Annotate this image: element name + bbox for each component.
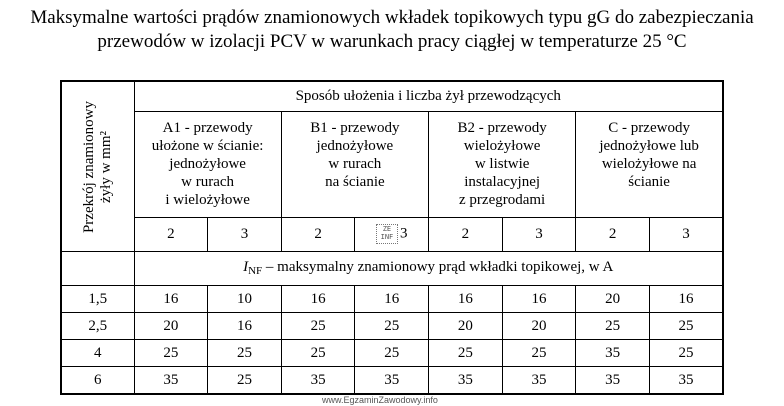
footer-watermark: www.EgzaminZawodowy.info: [322, 395, 438, 405]
fuse-rating-table: [60, 80, 724, 395]
table-cell: 35: [134, 367, 208, 394]
table-cell: 16: [502, 286, 576, 313]
table-cell: 16: [208, 313, 282, 340]
group-c: C - przewody jednożyłowe lub wielożyłowe na ścianie: [576, 111, 723, 217]
installation-method-header: Sposób ułożenia i liczba żył przewodzących: [134, 81, 723, 111]
table-cell: 20: [576, 286, 650, 313]
table-cell: 35: [576, 340, 650, 367]
inf-row-empty-cell: [61, 252, 134, 286]
table-cell: 25: [649, 340, 723, 367]
group-b1: B1 - przewody jednożyłowe w rurach na ścianie: [281, 111, 428, 217]
row-section: 2,5: [61, 313, 134, 340]
title-line-2: przewodów w izolacji PCV w warunkach pracy ciągłej w temperaturze 25 °C: [97, 31, 687, 52]
table-cell: 25: [281, 340, 355, 367]
subcol-b1-3: 3: [399, 225, 408, 242]
table-cell: 25: [649, 313, 723, 340]
group-a1: A1 - przewody ułożone w ścianie: jednożyłowe w rurach i wielożyłowe: [134, 111, 281, 217]
table-row: [61, 313, 723, 340]
table-cell: 20: [429, 313, 503, 340]
section-label: Przekrój znamionowy żyły w mm²: [80, 100, 114, 233]
inf-symbol: I: [243, 258, 249, 275]
table-cell: 35: [429, 367, 503, 394]
table-cell: 25: [355, 340, 429, 367]
table-cell: 25: [208, 340, 282, 367]
table-cell: 10: [208, 286, 282, 313]
subcol-b2-3: 3: [502, 217, 576, 251]
subcol-c-2: 2: [576, 217, 650, 251]
table-cell: 35: [281, 367, 355, 394]
subcol-b2-2: 2: [429, 217, 503, 251]
table-cell: 25: [576, 313, 650, 340]
table-row: [61, 367, 723, 394]
inf-text: – maksymalny znamionowy prąd wkładki topikowej, w A: [262, 258, 614, 275]
table-row: [61, 340, 723, 367]
section-header-cell: [61, 81, 134, 252]
inf-description: [134, 252, 723, 286]
table-cell: 25: [134, 340, 208, 367]
table-cell: 35: [576, 367, 650, 394]
table-cell: 25: [502, 340, 576, 367]
table-cell: 35: [649, 367, 723, 394]
subcol-a1-3: 3: [208, 217, 282, 251]
table-cell: 20: [502, 313, 576, 340]
table-cell: 35: [502, 367, 576, 394]
table-cell: 16: [355, 286, 429, 313]
table-cell: 16: [429, 286, 503, 313]
group-b2: B2 - przewody wielożyłowe w listwie instalacyjnej z przegrodami: [429, 111, 576, 217]
table-cell: 20: [134, 313, 208, 340]
watermark-icon: ZE INF: [376, 224, 398, 244]
subcol-b1-3-cell: [355, 217, 429, 251]
subcol-c-3: 3: [649, 217, 723, 251]
table-cell: 16: [649, 286, 723, 313]
table-cell: 25: [281, 313, 355, 340]
row-section: 6: [61, 367, 134, 394]
row-section: 1,5: [61, 286, 134, 313]
inf-subscript: NF: [248, 264, 263, 277]
row-section: 4: [61, 340, 134, 367]
subcol-a1-2: 2: [134, 217, 208, 251]
title-line-1: Maksymalne wartości prądów znamionowych wkładek topikowych typu gG do zabezpieczania: [30, 7, 754, 28]
subcol-b1-2: 2: [281, 217, 355, 251]
table-cell: 25: [355, 313, 429, 340]
document-title: [0, 6, 784, 54]
table-cell: 25: [429, 340, 503, 367]
table-row: [61, 286, 723, 313]
table-cell: 25: [208, 367, 282, 394]
table-cell: 35: [355, 367, 429, 394]
table-cell: 16: [281, 286, 355, 313]
table-cell: 16: [134, 286, 208, 313]
